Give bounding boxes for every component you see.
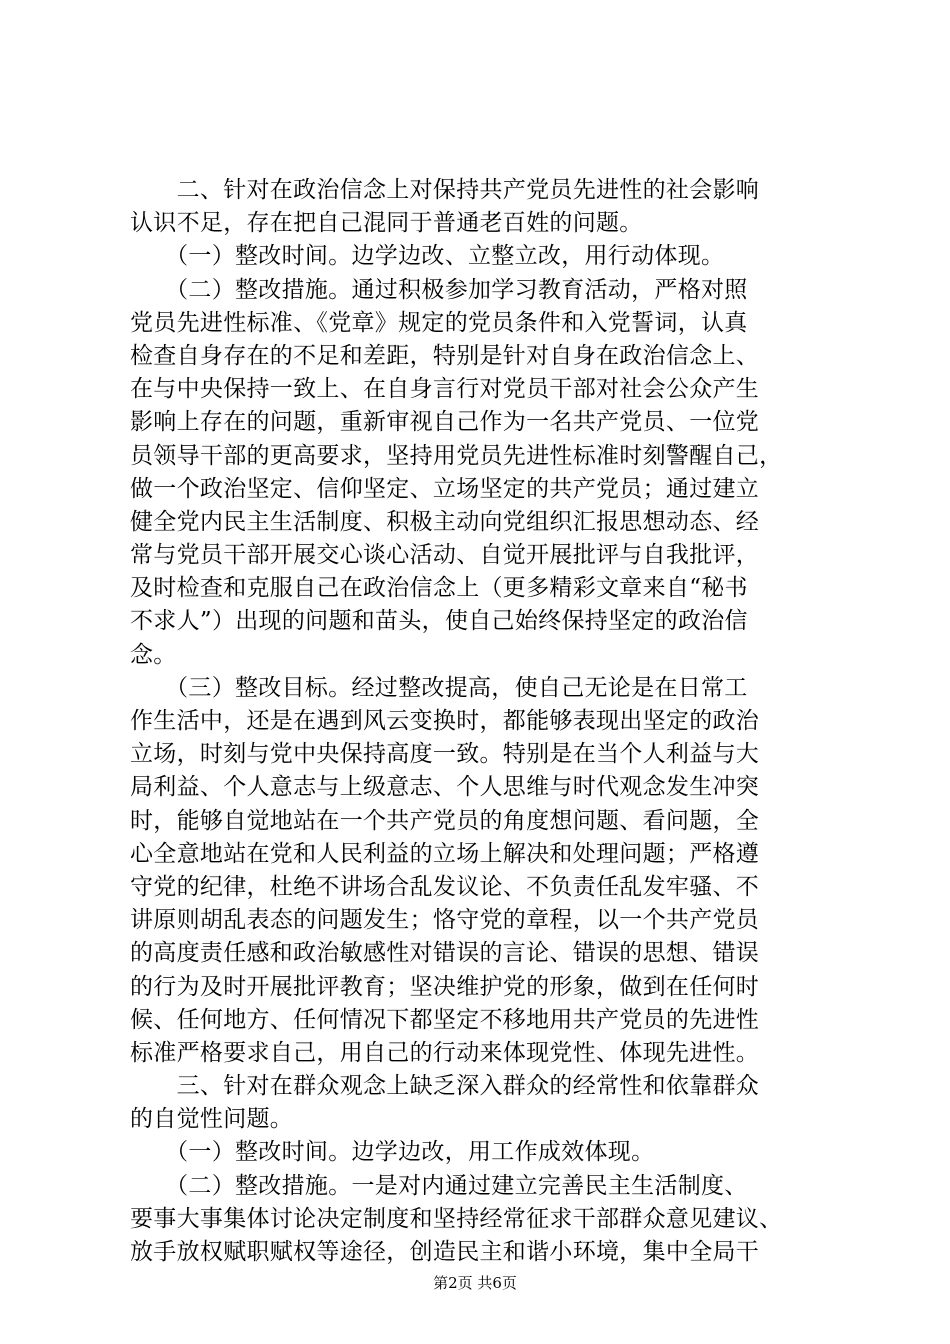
text-line: 标准严格要求自己，用自己的行动来体现党性、体现先进性。 bbox=[130, 1039, 760, 1066]
text-line: 候、任何地方、任何情况下都坚定不移地用共产党员的先进性 bbox=[130, 1006, 760, 1033]
page-number-footer: 第2页 共6页 bbox=[433, 1274, 517, 1292]
text-line: 不求人”）出现的问题和苗头，使自己始终保持坚定的政治信 bbox=[130, 608, 748, 635]
text-line: 员领导干部的更高要求，坚持用党员先进性标准时刻警醒自己， bbox=[130, 442, 783, 469]
text-line: 立场，时刻与党中央保持高度一致。特别是在当个人利益与大 bbox=[130, 741, 760, 768]
text-line: 时，能够自觉地站在一个共产党员的角度想问题、看问题，全 bbox=[130, 807, 760, 834]
text-line: 的高度责任感和政治敏感性对错误的言论、错误的思想、错误 bbox=[130, 940, 760, 967]
text-line: （一）整改时间。边学边改，用工作成效体现。 bbox=[130, 1139, 655, 1166]
text-line: 党员先进性标准、《党章》规定的党员条件和入党誓词，认真 bbox=[130, 309, 748, 336]
text-line: 三、针对在群众观念上缺乏深入群众的经常性和依靠群众 bbox=[130, 1073, 760, 1100]
text-line: 检查自身存在的不足和差距，特别是针对自身在政治信念上、 bbox=[130, 342, 760, 369]
text-line: 做一个政治坚定、信仰坚定、立场坚定的共产党员；通过建立 bbox=[130, 475, 760, 502]
text-line: 作生活中，还是在遇到风云变换时，都能够表现出坚定的政治 bbox=[130, 708, 760, 734]
text-line: 认识不足，存在把自己混同于普通老百姓的问题。 bbox=[130, 210, 643, 237]
text-line: 局利益、个人意志与上级意志、个人思维与时代观念发生冲突 bbox=[130, 774, 760, 801]
text-line: 守党的纪律，杜绝不讲场合乱发议论、不负责任乱发牢骚、不 bbox=[130, 873, 760, 900]
text-line: （二）整改措施。通过积极参加学习教育活动，严格对照 bbox=[130, 276, 748, 303]
text-line: 影响上存在的问题，重新审视自己作为一名共产党员、一位党 bbox=[130, 409, 760, 436]
text-line: 健全党内民主生活制度、积极主动向党组织汇报思想动态、经 bbox=[130, 508, 760, 535]
document-body bbox=[130, 174, 835, 1269]
text-line: 要事大事集体讨论决定制度和坚持经常征求干部群众意见建议、 bbox=[130, 1205, 783, 1232]
text-line: 念。 bbox=[130, 641, 177, 668]
text-line: （三）整改目标。经过整改提高，使自己无论是在日常工 bbox=[130, 674, 748, 701]
text-line: 在与中央保持一致上、在自身言行对党员干部对社会公众产生 bbox=[130, 376, 760, 403]
text-line: 二、针对在政治信念上对保持共产党员先进性的社会影响 bbox=[130, 177, 760, 203]
text-line: （一）整改时间。边学边改、立整立改，用行动体现。 bbox=[130, 243, 725, 270]
text-line: 讲原则胡乱表态的问题发生；恪守党的章程，以一个共产党员 bbox=[130, 907, 760, 934]
text-line: 的行为及时开展批评教育；坚决维护党的形象，做到在任何时 bbox=[130, 973, 760, 1000]
text-line: 及时检查和克服自己在政治信念上（更多精彩文章来自“秘书 bbox=[130, 575, 748, 602]
text-line: 心全意地站在党和人民利益的立场上解决和处理问题；严格遵 bbox=[130, 840, 760, 867]
text-line: 放手放权赋职赋权等途径，创造民主和谐小环境，集中全局干 bbox=[130, 1239, 760, 1265]
text-line: 的自觉性问题。 bbox=[130, 1106, 294, 1133]
text-line: （二）整改措施。一是对内通过建立完善民主生活制度、 bbox=[130, 1172, 748, 1199]
text-line: 常与党员干部开展交心谈心活动、自觉开展批评与自我批评， bbox=[130, 542, 760, 569]
